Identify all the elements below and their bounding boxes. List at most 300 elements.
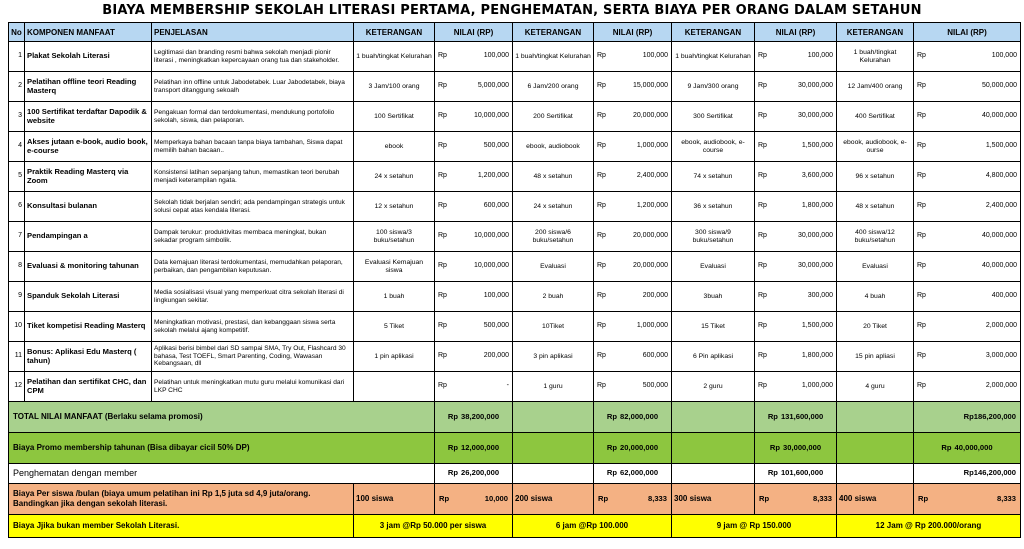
savings-row [9, 464, 1021, 484]
row-keterangan-3: 74 x setahun [672, 162, 755, 192]
currency: Rp [963, 468, 974, 478]
row-nilai-4 [914, 252, 1021, 282]
promo-amount: 20,000,000 [620, 442, 659, 452]
total-amount: 38,200,000 [461, 411, 500, 421]
row-nilai-3 [755, 102, 837, 132]
promo-value-3 [755, 433, 837, 464]
row-nilai-3 [755, 42, 837, 72]
currency: Rp [917, 352, 926, 360]
row-keterangan-2: 1 guru [513, 372, 594, 402]
row-komponen: Pendampingan a [25, 222, 152, 252]
row-nilai-2 [594, 72, 672, 102]
row-keterangan-1: 3 Jam/100 orang [354, 72, 435, 102]
savings-empty-2 [513, 464, 594, 484]
row-keterangan-2: 200 Sertifikat [513, 102, 594, 132]
non-member-row [9, 515, 1021, 538]
row-keterangan-4: 4 buah [837, 282, 914, 312]
row-keterangan-2: 2 buah [513, 282, 594, 312]
row-keterangan-3: 15 Tiket [672, 312, 755, 342]
currency: Rp [439, 493, 450, 503]
per-student-group-1: 100 siswa [354, 484, 435, 515]
row-keterangan-2: 1 buah/tingkat Kelurahan [513, 42, 594, 72]
row-amount: 40,000,000 [981, 262, 1017, 270]
currency: Rp [758, 112, 767, 120]
total-label: TOTAL NILAI MANFAAT (Berlaku selama promosi) [9, 402, 435, 433]
table-row [9, 222, 1021, 252]
row-nilai-4 [914, 162, 1021, 192]
row-komponen: Spanduk Sekolah Literasi [25, 282, 152, 312]
row-nilai-1 [435, 192, 513, 222]
currency: Rp [597, 202, 606, 210]
currency: Rp [917, 112, 926, 120]
header-no: No [9, 23, 25, 42]
non-member-value-4: 12 Jam @ Rp 200.000/orang [837, 515, 1021, 538]
row-nilai-1 [435, 282, 513, 312]
non-member-value-1: 3 jam @Rp 50.000 per siswa [354, 515, 513, 538]
total-value-2 [594, 402, 672, 433]
currency: Rp [597, 172, 606, 180]
currency: Rp [438, 382, 447, 390]
row-nilai-3 [755, 312, 837, 342]
row-amount: 1,000,000 [636, 322, 668, 330]
currency: Rp [597, 292, 606, 300]
row-amount: 200,000 [483, 352, 509, 360]
row-amount: 1,200,000 [636, 202, 668, 210]
row-nilai-2 [594, 372, 672, 402]
row-keterangan-3: 300 siswa/9 buku/setahun [672, 222, 755, 252]
currency: Rp [447, 442, 459, 452]
row-amount: 1,200,000 [477, 172, 509, 180]
currency: Rp [606, 468, 618, 478]
row-amount: 100,000 [642, 52, 668, 60]
currency: Rp [917, 142, 926, 150]
row-penjelasan: Memperkaya bahan bacaan tanpa biaya tambahan, Siswa dapat memilih bahan bacaan.. [152, 132, 354, 162]
row-amount: 300,000 [807, 292, 833, 300]
header-komponen: KOMPONEN MANFAAT [25, 23, 152, 42]
row-nilai-4 [914, 192, 1021, 222]
row-amount: 500,000 [642, 382, 668, 390]
row-nilai-1 [435, 312, 513, 342]
row-komponen: Praktik Reading Masterq via Zoom [25, 162, 152, 192]
savings-empty-4 [837, 464, 914, 484]
row-keterangan-3: 9 Jam/300 orang [672, 72, 755, 102]
per-student-group-4: 400 siswa [837, 484, 914, 515]
currency: Rp [758, 202, 767, 210]
promo-value-4 [914, 433, 1021, 464]
row-amount: 1,800,000 [801, 352, 833, 360]
table-row [9, 312, 1021, 342]
row-keterangan-2: ebook, audiobook [513, 132, 594, 162]
currency: Rp [758, 82, 767, 90]
row-nilai-4 [914, 102, 1021, 132]
row-amount: 2,400,000 [636, 172, 668, 180]
row-amount: 500,000 [483, 142, 509, 150]
currency: Rp [597, 352, 606, 360]
currency: Rp [917, 232, 926, 240]
row-penjelasan: Legitimasi dan branding resmi bahwa sekolah menjadi pionir literasi , meningkatkan kepercayaan orang tua dan stakeholder. [152, 42, 354, 72]
currency: Rp [597, 142, 606, 150]
row-amount: 500,000 [483, 322, 509, 330]
row-keterangan-4: 4 guru [837, 372, 914, 402]
row-keterangan-1: 1 buah [354, 282, 435, 312]
row-keterangan-3: 6 Pin aplikasi [672, 342, 755, 372]
row-nilai-4 [914, 72, 1021, 102]
currency: Rp [917, 292, 926, 300]
currency: Rp [438, 202, 447, 210]
summary-body [9, 402, 1021, 538]
currency: Rp [597, 52, 606, 60]
row-keterangan-4: 12 Jam/400 orang [837, 72, 914, 102]
row-number: 9 [9, 282, 25, 312]
row-amount: 1,000,000 [801, 382, 833, 390]
row-keterangan-3: 300 Sertifikat [672, 102, 755, 132]
currency: Rp [758, 292, 767, 300]
currency: Rp [758, 232, 767, 240]
row-nilai-3 [755, 72, 837, 102]
row-amount: 1,800,000 [801, 202, 833, 210]
currency: Rp [758, 172, 767, 180]
savings-label: Penghematan dengan member [9, 464, 435, 484]
row-amount: 30,000,000 [797, 232, 833, 240]
row-keterangan-4: 400 siswa/12 buku/setahun [837, 222, 914, 252]
currency: Rp [447, 411, 459, 421]
currency: Rp [758, 322, 767, 330]
row-amount: 2,000,000 [985, 382, 1017, 390]
total-value-3 [755, 402, 837, 433]
row-amount: 1,000,000 [636, 142, 668, 150]
non-member-label: Biaya Jjika bukan member Sekolah Literasi. [9, 515, 354, 538]
row-keterangan-2: 10Tiket [513, 312, 594, 342]
table-row [9, 72, 1021, 102]
row-amount: 100,000 [483, 52, 509, 60]
row-komponen: Plakat Sekolah Literasi [25, 42, 152, 72]
table-row [9, 102, 1021, 132]
table-row [9, 252, 1021, 282]
currency: Rp [758, 262, 767, 270]
currency: Rp [438, 142, 447, 150]
header-nilai-2: NILAI (RP) [594, 23, 672, 42]
total-empty-4 [837, 402, 914, 433]
row-keterangan-4: ebook, audiobook, e-ourse [837, 132, 914, 162]
currency: Rp [597, 82, 606, 90]
promo-row [9, 433, 1021, 464]
row-number: 3 [9, 102, 25, 132]
per-student-amount: 8,333 [996, 493, 1016, 503]
row-nilai-3 [755, 342, 837, 372]
table-body [9, 42, 1021, 402]
row-penjelasan: Dampak terukur: produktivitas membaca meningkat, bukan sekadar program simbolik. [152, 222, 354, 252]
row-keterangan-2: 48 x setahun [513, 162, 594, 192]
row-nilai-3 [755, 132, 837, 162]
currency: Rp [758, 352, 767, 360]
currency: Rp [438, 232, 447, 240]
row-amount: 10,000,000 [473, 262, 509, 270]
row-nilai-1 [435, 132, 513, 162]
row-nilai-4 [914, 222, 1021, 252]
row-amount: 100,000 [483, 292, 509, 300]
currency: Rp [597, 382, 606, 390]
per-student-value-2 [594, 484, 672, 515]
currency: Rp [963, 411, 974, 421]
header-nilai-1: NILAI (RP) [435, 23, 513, 42]
row-nilai-2 [594, 252, 672, 282]
row-nilai-2 [594, 162, 672, 192]
row-komponen: Pelatihan dan sertifikat CHC, dan CPM [25, 372, 152, 402]
row-keterangan-3: 3buah [672, 282, 755, 312]
row-nilai-4 [914, 342, 1021, 372]
currency: Rp [438, 52, 447, 60]
row-amount: 10,000,000 [473, 112, 509, 120]
row-amount: 20,000,000 [632, 112, 668, 120]
row-nilai-1 [435, 162, 513, 192]
savings-value-4 [914, 464, 1021, 484]
savings-amount [964, 469, 1016, 477]
savings-empty-3 [672, 464, 755, 484]
per-student-amount: 8,333 [812, 493, 832, 503]
header-keterangan-3: KETERANGAN [672, 23, 755, 42]
savings-value-3 [755, 464, 837, 484]
header-keterangan-2: KETERANGAN [513, 23, 594, 42]
savings-value-1 [435, 464, 513, 484]
table-row [9, 192, 1021, 222]
row-keterangan-3: 1 buah/tingkat Kelurahan [672, 42, 755, 72]
row-nilai-3 [755, 192, 837, 222]
promo-amount: 40,000,000 [954, 442, 993, 452]
savings-amount: 26,200,000 [461, 468, 500, 478]
row-nilai-2 [594, 312, 672, 342]
total-empty-3 [672, 402, 755, 433]
row-amount: 100,000 [991, 52, 1017, 60]
currency: Rp [917, 322, 926, 330]
row-amount: 1,500,000 [801, 142, 833, 150]
row-keterangan-1: 100 siswa/3 buku/setahun [354, 222, 435, 252]
row-amount: 50,000,000 [981, 82, 1017, 90]
row-nilai-4 [914, 372, 1021, 402]
row-komponen: Akses jutaan e-book, audio book, e-course [25, 132, 152, 162]
row-penjelasan: Pelatihan inn offline untuk Jabodetabek. Luar Jabodetabek, biaya transport ditanggung sekoalh [152, 72, 354, 102]
promo-empty-3 [672, 433, 755, 464]
total-value-4 [914, 402, 1021, 433]
currency: Rp [438, 322, 447, 330]
row-keterangan-3: Evaluasi [672, 252, 755, 282]
currency: Rp [438, 262, 447, 270]
table-row [9, 132, 1021, 162]
non-member-value-3: 9 jam @ Rp 150.000 [672, 515, 837, 538]
promo-value-2 [594, 433, 672, 464]
row-penjelasan: Media sosialisasi visual yang memperkuat citra sekolah literasi di lingkungan sekitar. [152, 282, 354, 312]
row-nilai-1 [435, 42, 513, 72]
currency: Rp [438, 172, 447, 180]
row-number: 7 [9, 222, 25, 252]
row-nilai-3 [755, 372, 837, 402]
promo-empty-4 [837, 433, 914, 464]
row-number: 11 [9, 342, 25, 372]
row-amount: 5,000,000 [477, 82, 509, 90]
row-keterangan-1: ebook [354, 132, 435, 162]
row-number: 10 [9, 312, 25, 342]
total-row [9, 402, 1021, 433]
header-nilai-3: NILAI (RP) [755, 23, 837, 42]
row-nilai-2 [594, 42, 672, 72]
table-row [9, 42, 1021, 72]
currency: Rp [438, 352, 447, 360]
row-komponen: Pelatihan offline teori Reading Masterq [25, 72, 152, 102]
total-value-1 [435, 402, 513, 433]
header-keterangan-4: KETERANGAN [837, 23, 914, 42]
currency: Rp [941, 442, 952, 452]
currency: Rp [438, 82, 447, 90]
row-nilai-1 [435, 252, 513, 282]
row-keterangan-4: Evaluasi [837, 252, 914, 282]
row-komponen: Tiket kompetisi Reading Masterq [25, 312, 152, 342]
row-number: 2 [9, 72, 25, 102]
row-komponen: Evaluasi & monitoring tahunan [25, 252, 152, 282]
row-keterangan-2: 200 siswa/6 buku/setahun [513, 222, 594, 252]
row-keterangan-2: 3 pin aplikasi [513, 342, 594, 372]
row-number: 1 [9, 42, 25, 72]
row-keterangan-4: 20 Tiket [837, 312, 914, 342]
total-amount-4: 186,200,000 [973, 411, 1016, 421]
page-title: BIAYA MEMBERSHIP SEKOLAH LITERASI PERTAMA, PENGHEMATAN, SERTA BIAYA PER ORANG DALAM SETAHUN [102, 3, 922, 18]
row-amount: 1,500,000 [985, 142, 1017, 150]
currency: Rp [917, 382, 926, 390]
total-amount: 82,000,000 [620, 411, 659, 421]
row-nilai-2 [594, 222, 672, 252]
row-amount: 40,000,000 [981, 112, 1017, 120]
row-keterangan-2: 24 x setahun [513, 192, 594, 222]
row-keterangan-4: 48 x setahun [837, 192, 914, 222]
row-amount: 400,000 [991, 292, 1017, 300]
row-amount: 200,000 [642, 292, 668, 300]
row-number: 4 [9, 132, 25, 162]
row-keterangan-2: 6 Jam/200 orang [513, 72, 594, 102]
currency: Rp [598, 493, 609, 503]
row-keterangan-1: 12 x setahun [354, 192, 435, 222]
row-nilai-2 [594, 102, 672, 132]
row-nilai-1 [435, 102, 513, 132]
currency: Rp [767, 468, 778, 478]
currency: Rp [917, 202, 926, 210]
header-keterangan-1: KETERANGAN [354, 23, 435, 42]
row-amount: 2,000,000 [985, 322, 1017, 330]
row-amount: 600,000 [483, 202, 509, 210]
row-nilai-2 [594, 132, 672, 162]
row-keterangan-1: 1 buah/tingkat Kelurahan [354, 42, 435, 72]
row-komponen: Bonus: Aplikasi Edu Masterq ( tahun) [25, 342, 152, 372]
row-nilai-2 [594, 192, 672, 222]
currency: Rp [767, 411, 778, 421]
promo-amount: 30,000,000 [783, 442, 822, 452]
row-keterangan-4: 400 Sertifikat [837, 102, 914, 132]
promo-value-1 [435, 433, 513, 464]
row-amount: 30,000,000 [797, 112, 833, 120]
currency: Rp [597, 322, 606, 330]
savings-amount: 62,000,000 [620, 468, 659, 478]
row-keterangan-4: 1 buah/tingkat Kelurahan [837, 42, 914, 72]
per-student-row [9, 484, 1021, 515]
row-nilai-3 [755, 282, 837, 312]
savings-amount: 101,600,000 [780, 468, 824, 478]
currency: Rp [917, 172, 926, 180]
row-amount: 20,000,000 [632, 232, 668, 240]
per-student-group-2: 200 siswa [513, 484, 594, 515]
total-amount: 131,600,000 [780, 411, 824, 421]
row-penjelasan: Data kemajuan literasi terdokumentasi, memudahkan pelaporan, perbaikan, dan pengambilan keputusan. [152, 252, 354, 282]
currency: Rp [447, 468, 459, 478]
row-nilai-1 [435, 342, 513, 372]
promo-empty-2 [513, 433, 594, 464]
total-amount [964, 413, 1016, 421]
row-nilai-4 [914, 282, 1021, 312]
row-penjelasan: Pelatihan untuk meningkatkan mutu guru melalui komunikasi dari LKP CHC [152, 372, 354, 402]
savings-value-2 [594, 464, 672, 484]
row-amount: 10,000,000 [473, 232, 509, 240]
currency: Rp [769, 442, 781, 452]
row-amount: 30,000,000 [797, 82, 833, 90]
row-number: 6 [9, 192, 25, 222]
row-amount: 4,800,000 [985, 172, 1017, 180]
row-keterangan-4: 15 pin apliasi [837, 342, 914, 372]
currency: Rp [606, 411, 618, 421]
row-amount: 20,000,000 [632, 262, 668, 270]
row-nilai-2 [594, 282, 672, 312]
currency: Rp [758, 52, 767, 60]
per-student-amount: 10,000 [484, 493, 508, 503]
row-nilai-2 [594, 342, 672, 372]
table-row [9, 162, 1021, 192]
row-keterangan-1: 100 Sertifikat [354, 102, 435, 132]
row-keterangan-4: 96 x setahun [837, 162, 914, 192]
currency: Rp [918, 493, 929, 503]
row-nilai-1 [435, 222, 513, 252]
currency: Rp [759, 493, 770, 503]
row-amount: 15,000,000 [632, 82, 668, 90]
row-penjelasan: Meningkatkan motivasi, prestasi, dan kebanggaan siswa serta sekolah melalui ajang kompetitif. [152, 312, 354, 342]
row-amount: 600,000 [642, 352, 668, 360]
currency: Rp [917, 262, 926, 270]
per-student-label: Biaya Per siswa /bulan (biaya umum pelatihan ini Rp 1,5 juta sd 4,9 juta/orang. Bandingkan jika dengan sekolah literasi. [9, 484, 354, 515]
header-row [9, 23, 1021, 42]
row-penjelasan: Konsistensi latihan sepanjang tahun, memastikan teori berubah menjadi keterampilan ngata. [152, 162, 354, 192]
currency: Rp [597, 112, 606, 120]
row-komponen: Konsultasi bulanan [25, 192, 152, 222]
membership-table [8, 22, 1021, 538]
row-amount: 100,000 [807, 52, 833, 60]
row-nilai-4 [914, 132, 1021, 162]
total-empty-2 [513, 402, 594, 433]
row-penjelasan: Pengakuan formal dan terdokumentasi, mendukung portofolio sekolah, siswa, dan pelaporan. [152, 102, 354, 132]
per-student-value-4 [914, 484, 1021, 515]
row-nilai-4 [914, 42, 1021, 72]
row-keterangan-1: 5 Tiket [354, 312, 435, 342]
row-nilai-3 [755, 162, 837, 192]
currency: Rp [438, 112, 447, 120]
row-amount: 2,400,000 [985, 202, 1017, 210]
currency: Rp [917, 82, 926, 90]
row-keterangan-2: Evaluasi [513, 252, 594, 282]
row-nilai-3 [755, 252, 837, 282]
promo-amount: 12,000,000 [461, 442, 500, 452]
per-student-group-3: 300 siswa [672, 484, 755, 515]
row-amount: 3,600,000 [801, 172, 833, 180]
currency: Rp [917, 52, 926, 60]
row-keterangan-3: ebook, audiobook, e-course [672, 132, 755, 162]
row-penjelasan: Sekolah tidak berjalan sendiri; ada pendampingan strategis untuk solusi cepat atas kendala literasi. [152, 192, 354, 222]
row-number: 8 [9, 252, 25, 282]
row-keterangan-3: 36 x setahun [672, 192, 755, 222]
non-member-value-2: 6 jam @Rp 100.000 [513, 515, 672, 538]
table-row [9, 282, 1021, 312]
